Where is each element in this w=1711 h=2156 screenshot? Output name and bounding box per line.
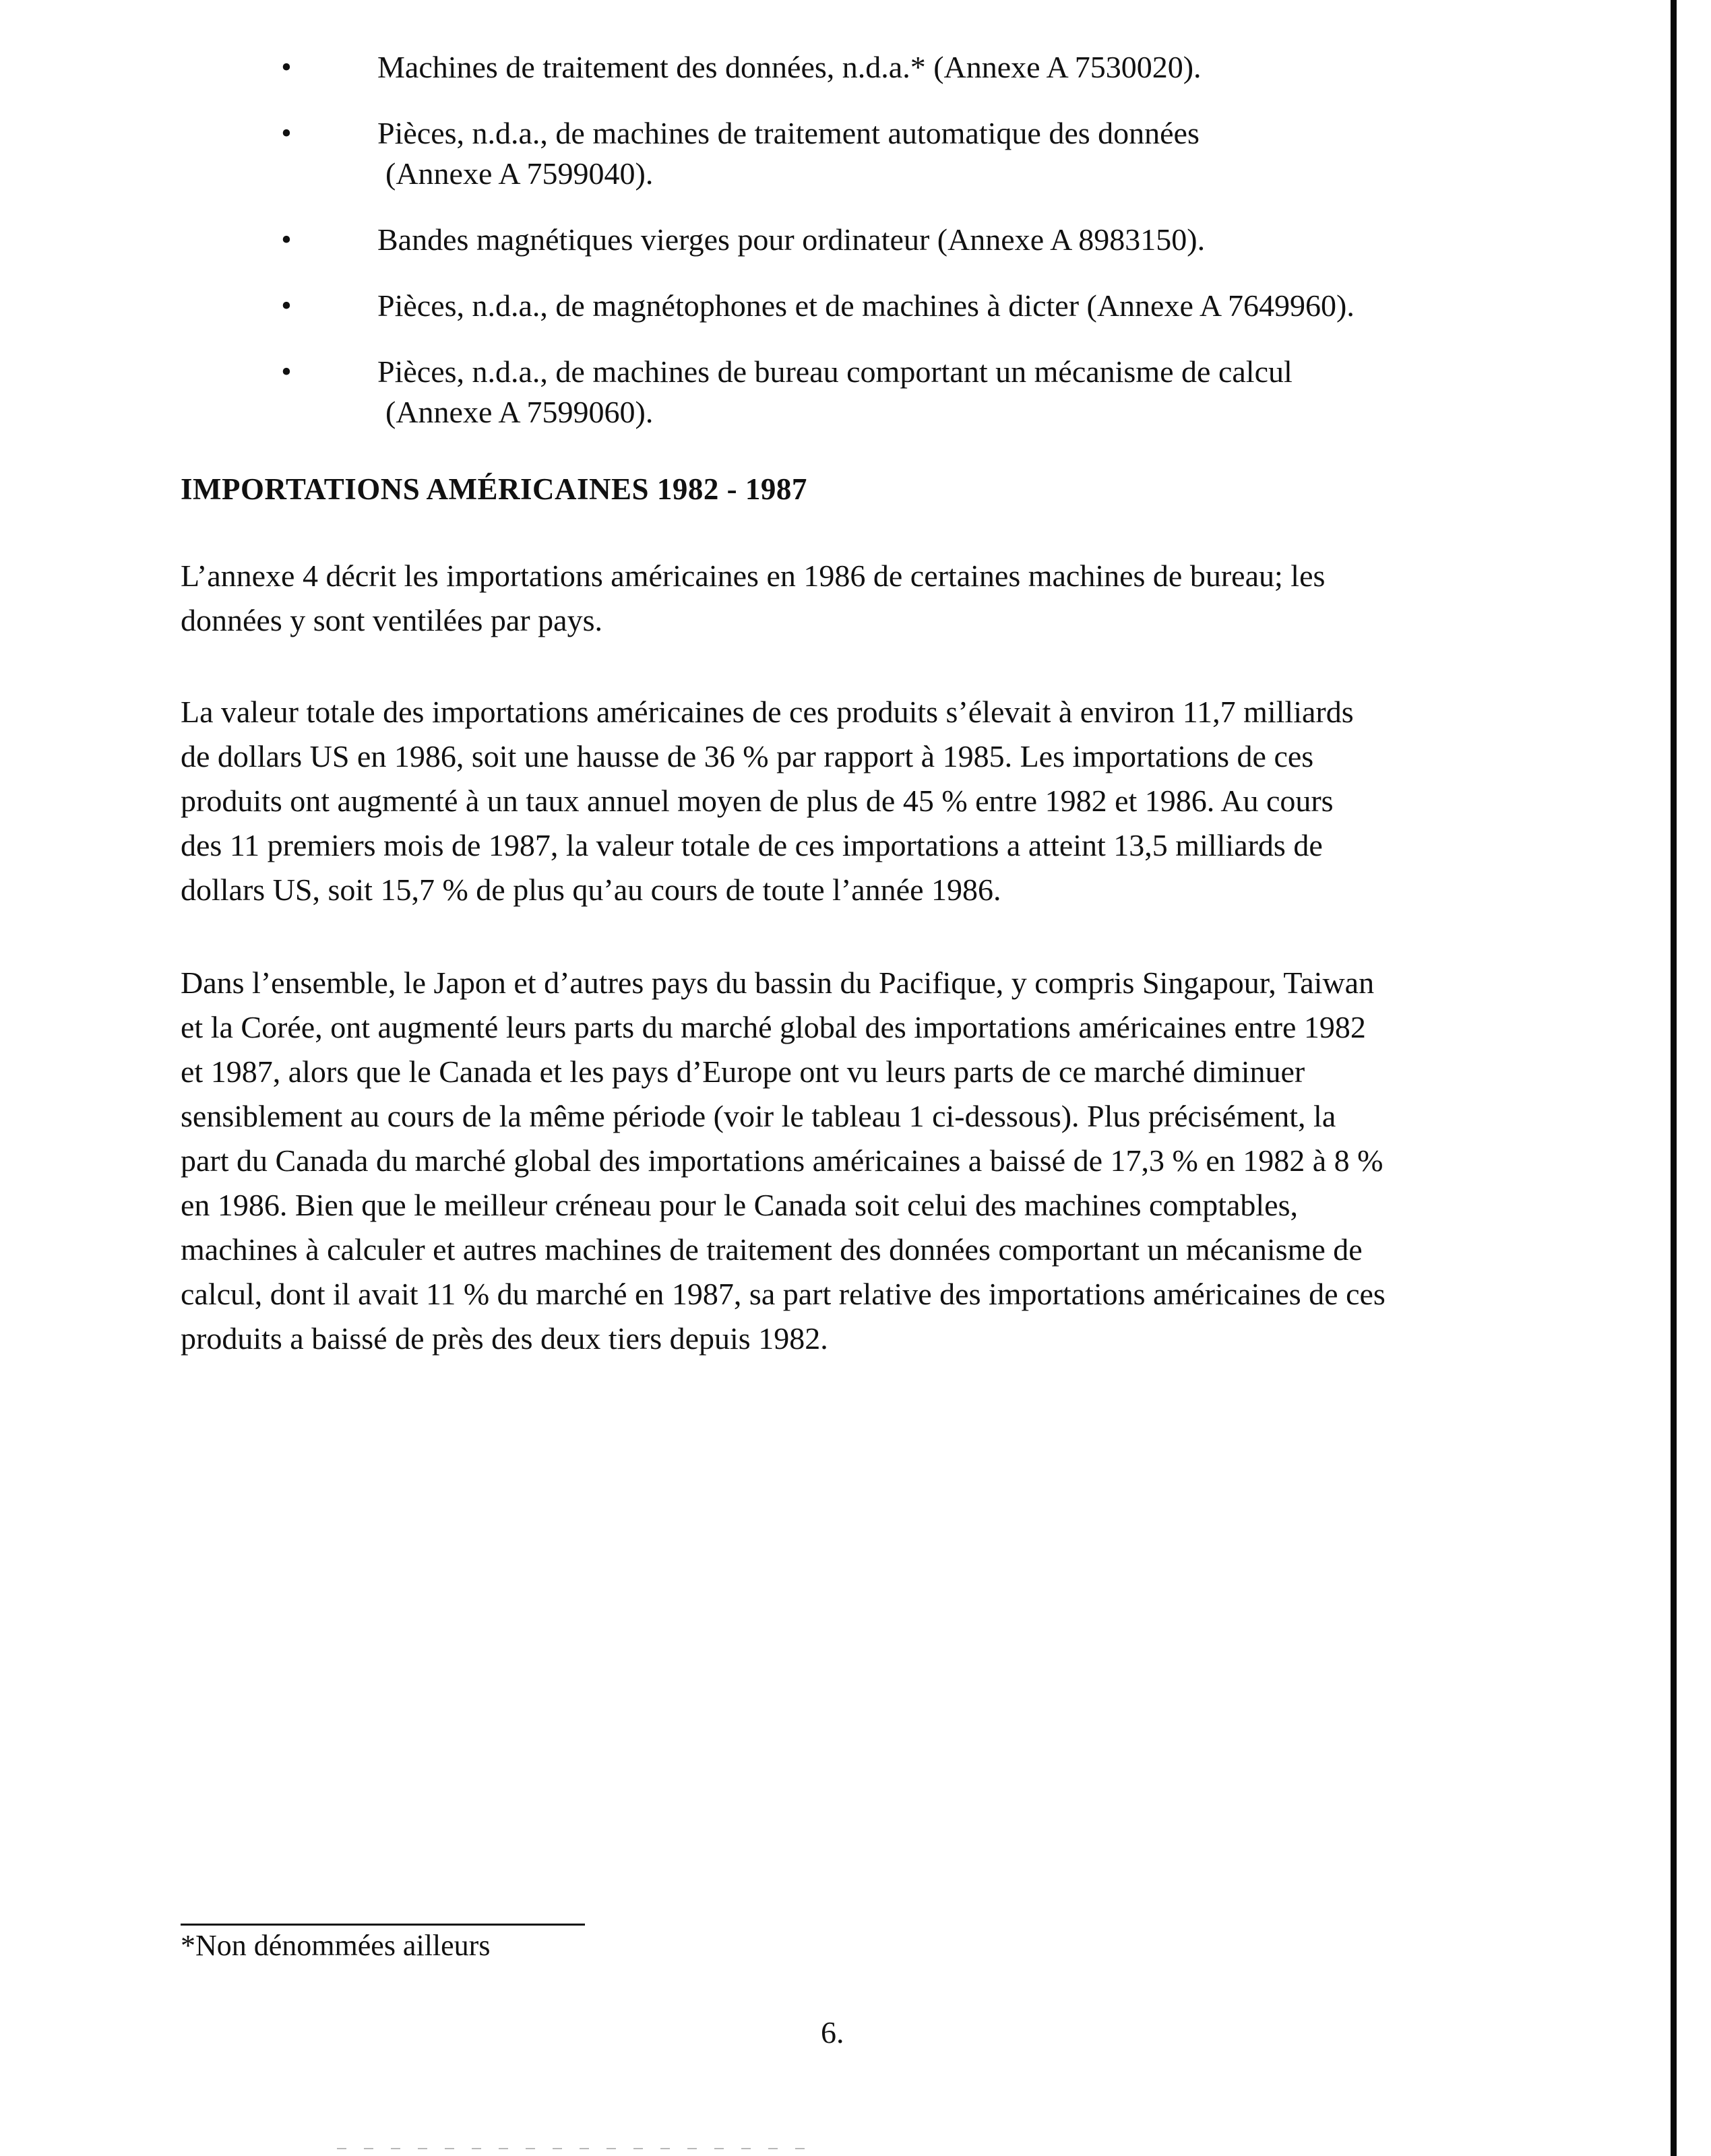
paragraph-line: et 1987, alors que le Canada et les pays d’Europe ont vu leurs parts de ce marché diminuer bbox=[181, 1054, 1305, 1089]
paragraph-line: en 1986. Bien que le meilleur créneau pour le Canada soit celui des machines comptables, bbox=[181, 1188, 1298, 1222]
bullet-dot-icon: • bbox=[281, 355, 292, 388]
bullet-text-line1: Pièces, n.d.a., de magnétophones et de machines à dicter (Annexe A 7649960). bbox=[377, 288, 1355, 323]
paragraph-total-value bbox=[181, 690, 1522, 912]
bullet-text-line1: Bandes magnétiques vierges pour ordinateur (Annexe A 8983150). bbox=[377, 222, 1206, 257]
paragraph-line: Dans l’ensemble, le Japon et d’autres pays du bassin du Pacifique, y compris Singapour, Taiwan bbox=[181, 965, 1375, 1000]
paragraph-line: produits ont augmenté à un taux annuel moyen de plus de 45 % entre 1982 et 1986. Au cours bbox=[181, 784, 1334, 818]
section-heading: IMPORTATIONS AMÉRICAINES 1982 - 1987 bbox=[181, 472, 807, 506]
paragraph-line: machines à calculer et autres machines de traitement des données comportant un mécanisme de bbox=[181, 1232, 1363, 1267]
paragraph-line: part du Canada du marché global des importations américaines a baissé de 17,3 % en 1982 à 8 % bbox=[181, 1143, 1383, 1178]
bullet-dot-icon: • bbox=[281, 51, 292, 84]
paragraph-line: La valeur totale des importations américaines de ces produits s’élevait à environ 11,7 milliards bbox=[181, 695, 1354, 729]
paragraph-line: des 11 premiers mois de 1987, la valeur totale de ces importations a atteint 13,5 milliards de bbox=[181, 828, 1323, 862]
bullet-dot-icon: • bbox=[281, 117, 292, 150]
paragraph-line: produits a baissé de près des deux tiers depuis 1982. bbox=[181, 1321, 828, 1356]
paragraph-market-share bbox=[181, 961, 1522, 1361]
bullet-text-line2: (Annexe A 7599060). bbox=[385, 395, 654, 429]
paragraph-line: de dollars US en 1986, soit une hausse de 36 % par rapport à 1985. Les importations de ces bbox=[181, 739, 1314, 773]
paragraph-line: calcul, dont il avait 11 % du marché en 1987, sa part relative des importations américaines de ces bbox=[181, 1277, 1386, 1311]
bullet-item bbox=[276, 286, 1557, 326]
paragraph-line: et la Corée, ont augmenté leurs parts du marché global des importations américaines entre 1982 bbox=[181, 1010, 1366, 1044]
paragraph-line: L’annexe 4 décrit les importations américaines en 1986 de certaines machines de bureau; les bbox=[181, 559, 1326, 593]
paragraph-annexe bbox=[181, 554, 1522, 643]
page-edge-border bbox=[1671, 0, 1677, 2156]
paragraph-line: données y sont ventilées par pays. bbox=[181, 603, 602, 637]
bullet-item bbox=[276, 113, 1557, 194]
bullet-list bbox=[276, 47, 1557, 458]
footnote-divider bbox=[181, 1924, 585, 1926]
bullet-text-line1: Machines de traitement des données, n.d.a.* (Annexe A 7530020). bbox=[377, 50, 1202, 84]
bullet-dot-icon: • bbox=[281, 223, 292, 256]
footnote: *Non dénommées ailleurs bbox=[181, 1929, 491, 1962]
bullet-text-line2: (Annexe A 7599040). bbox=[385, 156, 654, 191]
bullet-text-line1: Pièces, n.d.a., de machines de bureau comportant un mécanisme de calcul bbox=[377, 354, 1293, 389]
bullet-text-line1: Pièces, n.d.a., de machines de traitement automatique des données bbox=[377, 116, 1200, 150]
paragraph-line: dollars US, soit 15,7 % de plus qu’au cours de toute l’année 1986. bbox=[181, 873, 1001, 907]
bullet-item bbox=[276, 47, 1557, 88]
bullet-item bbox=[276, 220, 1557, 260]
paragraph-line: sensiblement au cours de la même période (voir le tableau 1 ci-dessous). Plus précisément, la bbox=[181, 1099, 1336, 1133]
page-number: 6. bbox=[821, 2015, 844, 2050]
bullet-item bbox=[276, 352, 1557, 433]
bullet-dot-icon: • bbox=[281, 289, 292, 322]
scan-artifact bbox=[337, 2148, 809, 2149]
